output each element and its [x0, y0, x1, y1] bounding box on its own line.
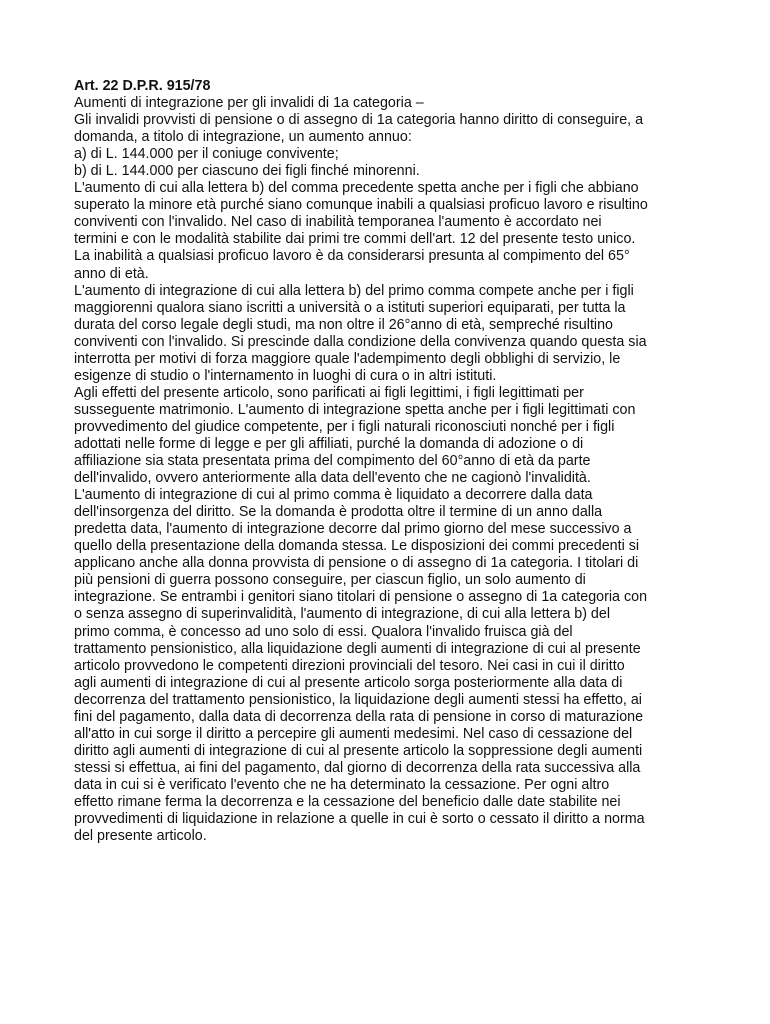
text-line: interrotta per motivi di forza maggiore quale l'adempimento degli obblighi di servizio, le — [74, 350, 621, 367]
text-line: conviventi con l'invalido. Nel caso di inabilità temporanea l'aumento è accordato nei — [74, 214, 602, 231]
text-line: dell'insorgenza del diritto. Se la domanda è prodotta oltre il termine di un anno dalla — [74, 504, 603, 521]
text-line: o senza assegno di superinvalidità, l'aumento di integrazione, di cui alla lettera b) del — [74, 606, 611, 623]
text-line: durata del corso legale degli studi, ma non oltre il 26°anno di età, sempreché risultino — [74, 316, 613, 333]
text-line: affiliazione sia stata presentata prima del compimento del 60°anno di età da parte — [74, 453, 591, 470]
text-line: più pensioni di guerra possono conseguire, per ciascun figlio, un solo aumento di — [74, 572, 586, 589]
text-line: susseguente matrimonio. L'aumento di integrazione spetta anche per i figli legittimati con — [74, 401, 636, 418]
text-line: anno di età. — [74, 265, 149, 282]
text-line: a) di L. 144.000 per il coniuge convivente; — [74, 146, 339, 163]
text-line: decorrenza del trattamento pensionistico, la liquidazione degli aumenti stessi ha effetto, ai — [74, 691, 642, 708]
text-line: Gli invalidi provvisti di pensione o di assegno di 1a categoria hanno diritto di conseguire, a — [74, 112, 644, 129]
text-line: predetta data, l'aumento di integrazione decorre dal primo giorno del mese successivo a — [74, 521, 632, 538]
text-line: articolo provvedono le competenti direzioni provinciali del tesoro. Nei casi in cui il diritto — [74, 657, 625, 674]
text-line: data in cui si è verificato l'evento che ne ha determinato la cessazione. Per ogni altro — [74, 776, 610, 793]
text-line: b) di L. 144.000 per ciascuno dei figli finché minorenni. — [74, 163, 420, 180]
text-line: applicano anche alla donna provvista di pensione o di assegno di 1a categoria. I titolari di — [74, 555, 639, 572]
text-line: quello della presentazione della domanda stessa. Le disposizioni dei commi precedenti si — [74, 538, 640, 555]
text-line: Agli effetti del presente articolo, sono parificati ai figli legittimi, i figli legittimati per — [74, 384, 584, 401]
text-line: Aumenti di integrazione per gli invalidi di 1a categoria – — [74, 95, 424, 112]
text-line: provvedimenti di liquidazione in relazione a quelle in cui è sorto o cessato il diritto a norma — [74, 811, 645, 828]
text-line: del presente articolo. — [74, 828, 207, 845]
article-title: Art. 22 D.P.R. 915/78 — [74, 78, 211, 94]
text-line: diritto agli aumenti di integrazione di cui al presente articolo la soppressione degli aumenti — [74, 742, 643, 759]
text-line: esigenze di studio o l'internamento in luoghi di cura o in altri istituti. — [74, 367, 497, 384]
text-line: integrazione. Se entrambi i genitori siano titolari di pensione o assegno di 1a categoria con — [74, 589, 648, 606]
text-line: termini e con le modalità stabilite dai primi tre commi dell'art. 12 del presente testo unico. — [74, 231, 636, 248]
article-body — [74, 95, 714, 845]
text-line: fini del pagamento, dalla data di decorrenza della rata di pensione in corso di maturazione — [74, 708, 644, 725]
text-line: L'aumento di integrazione di cui alla lettera b) del primo comma compete anche per i figli — [74, 282, 634, 299]
document-page — [74, 78, 714, 845]
text-line: all'atto in cui sorge il diritto a percepire gli aumenti medesimi. Nel caso di cessazione del — [74, 725, 633, 742]
text-line: superato la minore età purché siano comunque inabili a qualsiasi proficuo lavoro e risultino — [74, 197, 648, 214]
text-line: La inabilità a qualsiasi proficuo lavoro è da considerarsi presunta al compimento del 65° — [74, 248, 630, 265]
text-line: agli aumenti di integrazione di cui al presente articolo sorga posteriormente alla data di — [74, 674, 623, 691]
text-line: effetto rimane ferma la decorrenza e la cessazione del beneficio dalle date stabilite nei — [74, 793, 621, 810]
text-line: maggiorenni qualora siano iscritti a università o a istituti superiori equiparati, per tutta la — [74, 299, 626, 316]
text-line: L'aumento di cui alla lettera b) del comma precedente spetta anche per i figli che abbiano — [74, 180, 639, 197]
text-line: L'aumento di integrazione di cui al primo comma è liquidato a decorrere dalla data — [74, 487, 593, 504]
text-line: domanda, a titolo di integrazione, un aumento annuo: — [74, 129, 412, 146]
text-line: trattamento pensionistico, alla liquidazione degli aumenti di integrazione di cui al presente — [74, 640, 641, 657]
text-line: dell'invalido, ovvero anteriormente alla data dell'evento che ne cagionò l'invalidità. — [74, 470, 591, 487]
text-line: provvedimento del giudice competente, per i figli naturali riconosciuti nonché per i figli — [74, 418, 615, 435]
text-line: conviventi con l'invalido. Si prescinde dalla condizione della convivenza quando questa sia — [74, 333, 647, 350]
text-line: stessi si effettua, ai fini del pagamento, dal giorno di decorrenza della rata successiva alla — [74, 759, 641, 776]
text-line: adottati nelle forme di legge e per gli affiliati, purché la domanda di adozione o di — [74, 435, 584, 452]
text-line: primo comma, è concesso ad uno solo di essi. Qualora l'invalido fruisca già del — [74, 623, 573, 640]
